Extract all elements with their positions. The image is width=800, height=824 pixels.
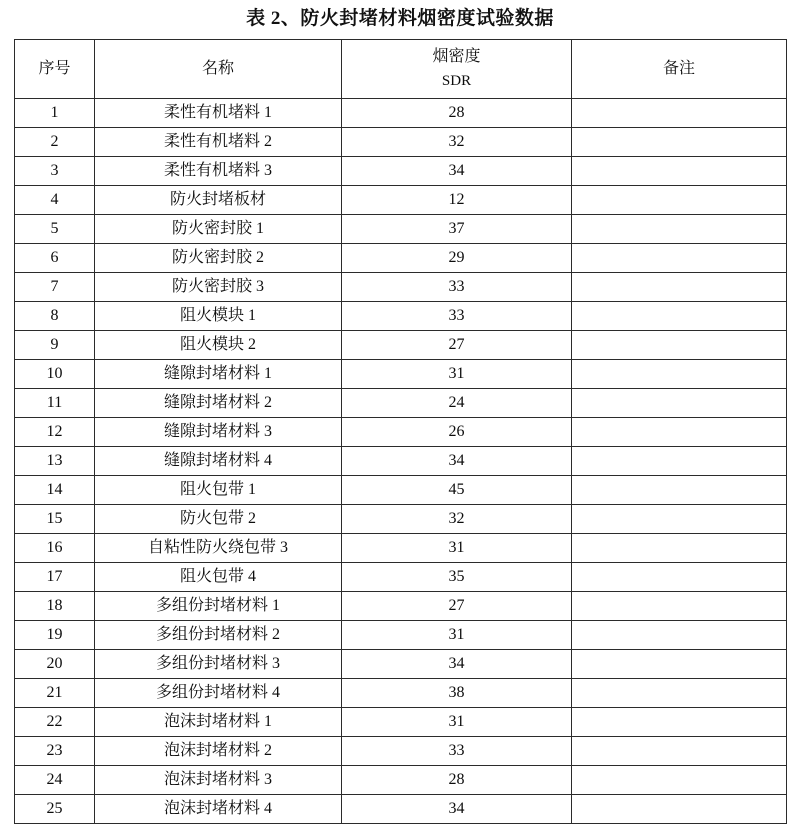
table-cell-sdr: 29 xyxy=(342,244,572,273)
table-row xyxy=(15,215,787,244)
table-cell-name: 泡沫封堵材料 4 xyxy=(95,795,342,824)
table-cell-seq: 8 xyxy=(15,302,95,331)
table-cell-note xyxy=(572,186,787,215)
table-row xyxy=(15,99,787,128)
table-row xyxy=(15,128,787,157)
table-cell-sdr: 24 xyxy=(342,389,572,418)
table-cell-seq: 24 xyxy=(15,766,95,795)
table-row xyxy=(15,650,787,679)
table-cell-seq: 20 xyxy=(15,650,95,679)
table-row xyxy=(15,186,787,215)
table-container xyxy=(14,39,786,824)
table-cell-seq: 18 xyxy=(15,592,95,621)
table-cell-note xyxy=(572,708,787,737)
column-header-note-label: 备注 xyxy=(662,59,695,77)
table-cell-sdr: 28 xyxy=(342,99,572,128)
column-header-smoke-density-sublabel: SDR xyxy=(441,73,472,90)
table-cell-name: 柔性有机堵料 3 xyxy=(95,157,342,186)
table-cell-note xyxy=(572,621,787,650)
table-row xyxy=(15,360,787,389)
table-cell-seq: 22 xyxy=(15,708,95,737)
column-header-smoke-density-label: 烟密度 xyxy=(432,47,481,65)
table-cell-seq: 17 xyxy=(15,563,95,592)
table-cell-seq: 14 xyxy=(15,476,95,505)
table-row xyxy=(15,766,787,795)
table-cell-note xyxy=(572,215,787,244)
column-header-seq-label: 序号 xyxy=(38,59,71,77)
table-cell-name: 缝隙封堵材料 1 xyxy=(95,360,342,389)
table-cell-note xyxy=(572,679,787,708)
table-cell-note xyxy=(572,244,787,273)
table-cell-note xyxy=(572,389,787,418)
table-cell-name: 缝隙封堵材料 4 xyxy=(95,447,342,476)
table-cell-note xyxy=(572,447,787,476)
table-row xyxy=(15,592,787,621)
table-cell-sdr: 28 xyxy=(342,766,572,795)
table-header xyxy=(15,40,787,99)
table-cell-name: 多组份封堵材料 2 xyxy=(95,621,342,650)
smoke-density-table xyxy=(14,39,787,824)
table-cell-sdr: 26 xyxy=(342,418,572,447)
table-cell-seq: 16 xyxy=(15,534,95,563)
table-row xyxy=(15,737,787,766)
table-cell-seq: 13 xyxy=(15,447,95,476)
table-cell-name: 柔性有机堵料 1 xyxy=(95,99,342,128)
column-header-note xyxy=(572,40,787,99)
table-row xyxy=(15,331,787,360)
table-body xyxy=(15,99,787,824)
table-cell-sdr: 45 xyxy=(342,476,572,505)
column-header-name xyxy=(95,40,342,99)
table-cell-note xyxy=(572,157,787,186)
table-cell-name: 泡沫封堵材料 2 xyxy=(95,737,342,766)
table-title: 表 2、防火封堵材料烟密度试验数据 xyxy=(246,8,554,29)
table-cell-sdr: 27 xyxy=(342,592,572,621)
table-row xyxy=(15,302,787,331)
table-cell-name: 多组份封堵材料 4 xyxy=(95,679,342,708)
table-cell-seq: 3 xyxy=(15,157,95,186)
table-cell-name: 多组份封堵材料 1 xyxy=(95,592,342,621)
table-row xyxy=(15,157,787,186)
table-cell-sdr: 33 xyxy=(342,737,572,766)
table-cell-note xyxy=(572,766,787,795)
column-header-smoke-density xyxy=(342,40,572,99)
table-cell-name: 柔性有机堵料 2 xyxy=(95,128,342,157)
table-cell-note xyxy=(572,476,787,505)
table-cell-sdr: 34 xyxy=(342,795,572,824)
table-cell-name: 泡沫封堵材料 1 xyxy=(95,708,342,737)
table-cell-seq: 12 xyxy=(15,418,95,447)
table-cell-seq: 1 xyxy=(15,99,95,128)
table-cell-note xyxy=(572,331,787,360)
table-cell-seq: 15 xyxy=(15,505,95,534)
table-cell-name: 防火密封胶 1 xyxy=(95,215,342,244)
table-cell-sdr: 33 xyxy=(342,302,572,331)
table-cell-seq: 6 xyxy=(15,244,95,273)
table-cell-name: 阻火包带 1 xyxy=(95,476,342,505)
table-cell-name: 阻火模块 1 xyxy=(95,302,342,331)
table-cell-sdr: 34 xyxy=(342,650,572,679)
table-row xyxy=(15,273,787,302)
table-cell-note xyxy=(572,99,787,128)
table-cell-sdr: 31 xyxy=(342,621,572,650)
table-cell-note xyxy=(572,273,787,302)
table-cell-sdr: 38 xyxy=(342,679,572,708)
table-row xyxy=(15,534,787,563)
table-cell-name: 防火密封胶 3 xyxy=(95,273,342,302)
table-row xyxy=(15,244,787,273)
table-cell-seq: 11 xyxy=(15,389,95,418)
table-cell-note xyxy=(572,795,787,824)
table-row xyxy=(15,505,787,534)
table-cell-name: 防火密封胶 2 xyxy=(95,244,342,273)
table-row xyxy=(15,795,787,824)
table-cell-sdr: 34 xyxy=(342,447,572,476)
column-header-seq xyxy=(15,40,95,99)
table-cell-note xyxy=(572,302,787,331)
table-cell-note xyxy=(572,650,787,679)
table-cell-seq: 4 xyxy=(15,186,95,215)
table-header-row xyxy=(15,40,787,99)
table-cell-name: 阻火包带 4 xyxy=(95,563,342,592)
table-cell-seq: 10 xyxy=(15,360,95,389)
table-cell-note xyxy=(572,592,787,621)
table-cell-sdr: 27 xyxy=(342,331,572,360)
table-cell-sdr: 32 xyxy=(342,505,572,534)
column-header-name-label: 名称 xyxy=(201,59,234,77)
table-cell-seq: 7 xyxy=(15,273,95,302)
table-cell-sdr: 12 xyxy=(342,186,572,215)
column-header-smoke-density-stack xyxy=(342,40,571,98)
table-row xyxy=(15,389,787,418)
table-cell-note xyxy=(572,534,787,563)
table-cell-note xyxy=(572,360,787,389)
table-row xyxy=(15,447,787,476)
table-cell-sdr: 35 xyxy=(342,563,572,592)
table-cell-note xyxy=(572,737,787,766)
table-cell-note xyxy=(572,505,787,534)
table-cell-name: 泡沫封堵材料 3 xyxy=(95,766,342,795)
table-cell-note xyxy=(572,563,787,592)
table-cell-sdr: 33 xyxy=(342,273,572,302)
table-cell-seq: 5 xyxy=(15,215,95,244)
table-cell-seq: 23 xyxy=(15,737,95,766)
table-cell-name: 缝隙封堵材料 2 xyxy=(95,389,342,418)
table-cell-seq: 21 xyxy=(15,679,95,708)
table-cell-sdr: 32 xyxy=(342,128,572,157)
table-cell-seq: 25 xyxy=(15,795,95,824)
table-cell-note xyxy=(572,128,787,157)
table-cell-seq: 19 xyxy=(15,621,95,650)
table-cell-note xyxy=(572,418,787,447)
table-row xyxy=(15,621,787,650)
table-cell-name: 阻火模块 2 xyxy=(95,331,342,360)
table-cell-seq: 2 xyxy=(15,128,95,157)
table-cell-sdr: 37 xyxy=(342,215,572,244)
table-cell-sdr: 31 xyxy=(342,708,572,737)
table-row xyxy=(15,418,787,447)
table-row xyxy=(15,708,787,737)
table-row xyxy=(15,679,787,708)
table-cell-sdr: 31 xyxy=(342,360,572,389)
table-cell-sdr: 34 xyxy=(342,157,572,186)
table-cell-name: 自粘性防火绕包带 3 xyxy=(95,534,342,563)
table-cell-name: 防火包带 2 xyxy=(95,505,342,534)
table-row xyxy=(15,563,787,592)
table-cell-name: 缝隙封堵材料 3 xyxy=(95,418,342,447)
table-cell-sdr: 31 xyxy=(342,534,572,563)
table-row xyxy=(15,476,787,505)
table-cell-name: 多组份封堵材料 3 xyxy=(95,650,342,679)
table-cell-name: 防火封堵板材 xyxy=(95,186,342,215)
table-cell-seq: 9 xyxy=(15,331,95,360)
